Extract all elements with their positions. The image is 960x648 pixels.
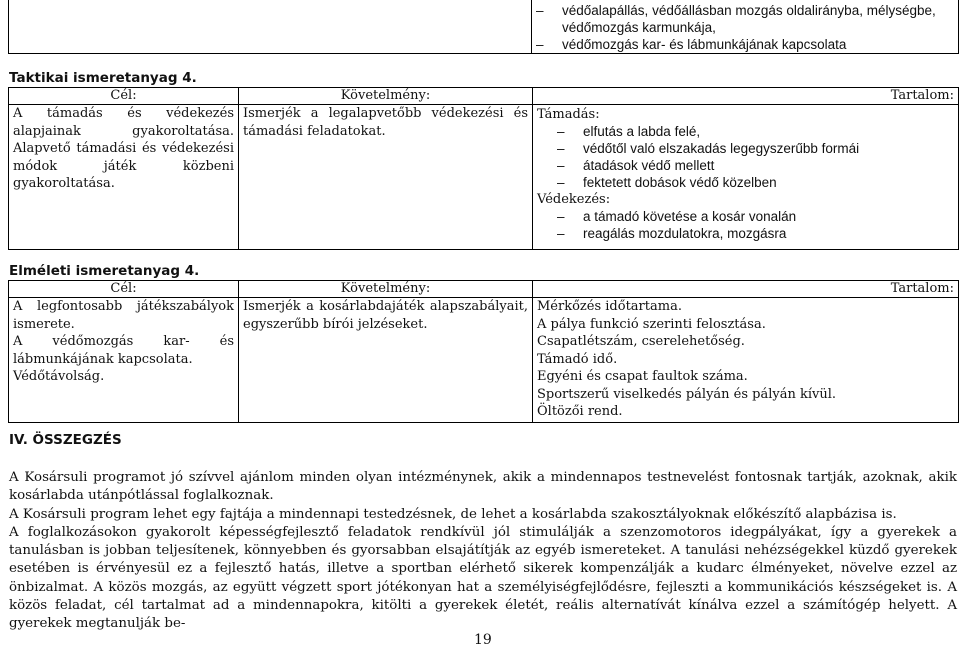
tamadas-label: Támadás: [537, 107, 600, 122]
list-item: – védőalapállás, védőállásban mozgás oldalirányba, mélységbe, védőmozgás karmunkája, [536, 2, 954, 36]
taktikai-table [8, 87, 959, 250]
tartalom-line: Öltözői rend. [537, 404, 623, 419]
list-item: – a támadó követése a kosár vonalán [557, 208, 954, 225]
tartalom-line: Sportszerű viselkedés pályán és pályán kívül. [537, 386, 837, 402]
cel-line: Védőtávolság. [13, 369, 105, 384]
elmeleti-cel-cell [9, 298, 239, 423]
tartalom-line: Egyéni és csapat faultok száma. [537, 369, 748, 384]
tartalom-line: A pálya funkció szerinti felosztása. [537, 316, 766, 332]
tartalom-line: Mérkőzés időtartama. [537, 299, 682, 314]
summary-title: IV. ÖSSZEGZÉS [9, 432, 122, 448]
list-item: – átadások védő mellett [557, 157, 954, 174]
header-tartalom: Tartalom: [533, 88, 959, 105]
list-item: – védőmozgás kar- és lábmunkájának kapcsolata [536, 36, 954, 53]
cel-line: A védőmozgás kar- és lábmunkájának kapcsolata. [13, 334, 234, 367]
taktikai-cel-cell: A támadás és védekezés alapjainak gyakoroltatása. Alapvető támadási és védekezési módok játék közbeni gyakoroltatása. [9, 105, 239, 250]
list-item: – elfutás a labda felé, [557, 123, 954, 140]
summary-paragraph: A Kosársuli programot jó szívvel ajánlom minden olyan intézménynek, akik a mindennapos testnevelést fontosnak tartják, azoknak, akik kosárlabda utánpótlással foglalkoznak. [9, 470, 957, 504]
summary-paragraph: A foglalkozásokon gyakorolt képességfejlesztő feladatok rendkívül jól stimulálják a szenzomotoros idegpályákat, így a gyerekek a tanulásban is jobban teljesítenek, könnyebben és gyorsabban elsajátítják az egyéb ismereteket. A tanulási nehézségekkel küzdő gyerekek esetében is érvényesül ez a fejlesztő hatás, illetve a sportban elérhető sikerek kompenzálják a kudarc élményeket, növelve ezzel az önbizalmat. A közös mozgás, az együtt végzett sport jótékonyan hat a személyiségfejlődésre, fejleszti a kommunikációs készségeket is. A közös feladat, cél tartalmat ad a mindennapokra, kitölti a gyerekek életét, reális alternatívát kínálva ezzel a számítógép helyett. A gyerekek megtanulják be- [9, 524, 957, 632]
tartalom-line: Csapatlétszám, cserelehetőség. [537, 334, 745, 349]
cel-line: A legfontosabb játékszabályok ismerete. [13, 299, 234, 332]
list-item: – reagálás mozdulatokra, mozgásra [557, 225, 954, 242]
list-item: – fektetett dobások védő közelben [557, 174, 954, 191]
top-continuation-table [8, 0, 959, 54]
list-item: – védőtől való elszakadás legegyszerűbb formái [557, 140, 954, 157]
header-cel: Cél: [9, 88, 239, 105]
elmeleti-kovetelmeny-cell: Ismerjék a kosárlabdajáték alapszabályait, egyszerűbb bírói jelzéseket. [239, 298, 533, 423]
section-title-elmeleti: Elméleti ismeretanyag 4. [9, 263, 200, 279]
header-tartalom: Tartalom: [533, 281, 959, 298]
taktikai-kovetelmeny-cell: Ismerjék a legalapvetőbb védekezési és támadási feladatokat. [239, 105, 533, 250]
vedekezes-label: Védekezés: [537, 192, 611, 207]
header-kovetelmeny: Követelmény: [239, 281, 533, 298]
elmeleti-table [8, 280, 959, 423]
top-content-cell [532, 0, 959, 54]
tartalom-line: Támadó idő. [537, 351, 618, 367]
header-cel: Cél: [9, 281, 239, 298]
elmeleti-tartalom-cell [533, 298, 959, 423]
summary-body [9, 469, 957, 634]
section-title-taktikai: Taktikai ismeretanyag 4. [9, 70, 197, 86]
header-kovetelmeny: Követelmény: [239, 88, 533, 105]
taktikai-tartalom-cell [533, 105, 959, 250]
summary-paragraph: A Kosársuli program lehet egy fajtája a mindennapi testedzésnek, de lehet a kosárlabda szakosztályoknak előkészítő alapbázisa is. [9, 506, 897, 522]
page-number: 19 [474, 632, 492, 648]
